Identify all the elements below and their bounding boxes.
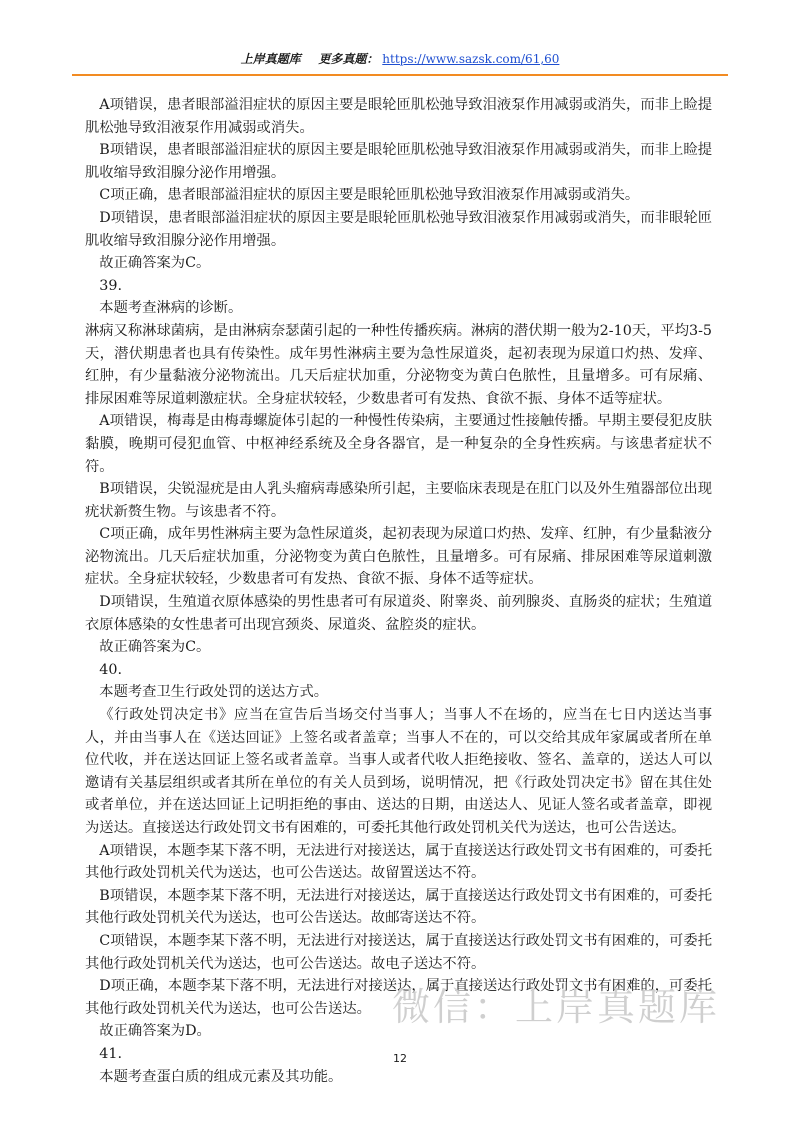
- url-prefix: 更多真题：: [318, 52, 379, 66]
- paragraph: A项错误，梅毒是由梅毒螺旋体引起的一种慢性传染病，主要通过性接触传播。早期主要侵犯皮肤黏膜，晚期可侵犯血管、中枢神经系统及全身各器官，是一种复杂的全身性疾病。与该患者症状不符。: [85, 413, 712, 475]
- paragraph: 39.: [99, 277, 123, 294]
- paragraph: D项错误，患者眼部溢泪症状的原因主要是眼轮匝肌松弛导致泪液泵作用减弱或消失，而非眼轮匝肌收缩导致泪腺分泌作用增强。: [85, 209, 712, 249]
- paragraph: B项错误，尖锐湿疣是由人乳头瘤病毒感染所引起，主要临床表现是在肛门以及外生殖器部位出现疣状新赘生物。与该患者不符。: [85, 481, 712, 520]
- site-name: 上岸真题库: [240, 52, 301, 66]
- paragraph: 本题考查淋病的诊断。: [99, 300, 243, 317]
- paragraph: C项正确，患者眼部溢泪症状的原因主要是眼轮匝肌松弛导致泪液泵作用减弱或消失。: [99, 187, 640, 204]
- paragraph: 40.: [99, 661, 123, 678]
- page-number: 12: [393, 1052, 407, 1065]
- paragraph: 41.: [99, 1045, 123, 1062]
- site-link[interactable]: https://www.sazsk.com/61,60: [382, 52, 560, 66]
- paragraph: 淋病又称淋球菌病，是由淋病奈瑟菌引起的一种性传播疾病。淋病的潜伏期一般为2-10天，平均3-5天，潜伏期患者也具有传染性。成年男性淋病主要为急性尿道炎，起初表现为尿道口灼热、发痒、红肿，有少量黏液分泌物流出。几天后症状加重，分泌物变为黄白色脓性，且量增多。可有尿痛、排尿困难等尿道刺激症状。全身症状较轻，少数患者可有发热、食欲不振、身体不适等症状。: [85, 322, 713, 407]
- paragraph: D项正确，本题李某下落不明，无法进行对接送达，属于直接送达行政处罚文书有困难的，可委托其他行政处罚机关代为送达，也可公告送达。: [85, 978, 712, 1017]
- paragraph: 故正确答案为D。: [99, 1023, 211, 1040]
- paragraph: B项错误，患者眼部溢泪症状的原因主要是眼轮匝肌松弛导致泪液泵作用减弱或消失，而非上睑提肌收缩导致泪腺分泌作用增强。: [85, 142, 712, 181]
- paragraph: 本题考查卫生行政处罚的送达方式。: [99, 684, 329, 701]
- document-body: [85, 94, 712, 1088]
- paragraph: C项错误，本题李某下落不明，无法进行对接送达，属于直接送达行政处罚文书有困难的，可委托其他行政处罚机关代为送达，也可公告送达。故电子送达不符。: [85, 932, 712, 972]
- page-header: [72, 50, 728, 76]
- paragraph: D项错误，生殖道衣原体感染的男性患者可有尿道炎、附睾炎、前列腺炎、直肠炎的症状；生殖道衣原体感染的女性患者可出现宫颈炎、尿道炎、盆腔炎的症状。: [85, 594, 712, 633]
- paragraph: A项错误，患者眼部溢泪症状的原因主要是眼轮匝肌松弛导致泪液泵作用减弱或消失，而非上睑提肌松弛导致泪液泵作用减弱或消失。: [85, 97, 712, 136]
- paragraph: A项错误，本题李某下落不明，无法进行对接送达，属于直接送达行政处罚文书有困难的，可委托其他行政处罚机关代为送达，也可公告送达。故留置送达不符。: [85, 842, 712, 882]
- watermark: 微信：上岸真题库: [392, 985, 721, 1029]
- paragraph: 故正确答案为C。: [99, 255, 211, 272]
- paragraph: 故正确答案为C。: [99, 639, 211, 656]
- paragraph: 《行政处罚决定书》应当在宣告后当场交付当事人；当事人不在场的，应当在七日内送达当事人，并由当事人在《送达回证》上签名或者盖章；当事人不在的，可以交给其成年家属或者所在单位代收，并在送达回证上签名或者盖章。当事人或者代收人拒绝接收、签名、盖章的，送达人可以邀请有关基层组织或者其所在单位的有关人员到场，说明情况，把《行政处罚决定书》留在其住处或者单位，并在送达回证上记明拒绝的事由、送达的日期，由送达人、见证人签名或者盖章，即视为送达。直接送达行政处罚文书有困难的，可委托其他行政处罚机关代为送达，也可公告送达。: [85, 707, 712, 836]
- paragraph: B项错误，本题李某下落不明，无法进行对接送达，属于直接送达行政处罚文书有困难的，可委托其他行政处罚机关代为送达，也可公告送达。故邮寄送达不符。: [85, 887, 712, 927]
- paragraph: 本题考查蛋白质的组成元素及其功能。: [99, 1068, 343, 1085]
- paragraph: C项正确，成年男性淋病主要为急性尿道炎，起初表现为尿道口灼热、发痒、红肿，有少量黏液分泌物流出。几天后症状加重，分泌物变为黄白色脓性，且量增多。可有尿痛、排尿困难等尿道刺激症状。全身症状较轻，少数患者可有发热、食欲不振、身体不适等症状。: [85, 526, 712, 588]
